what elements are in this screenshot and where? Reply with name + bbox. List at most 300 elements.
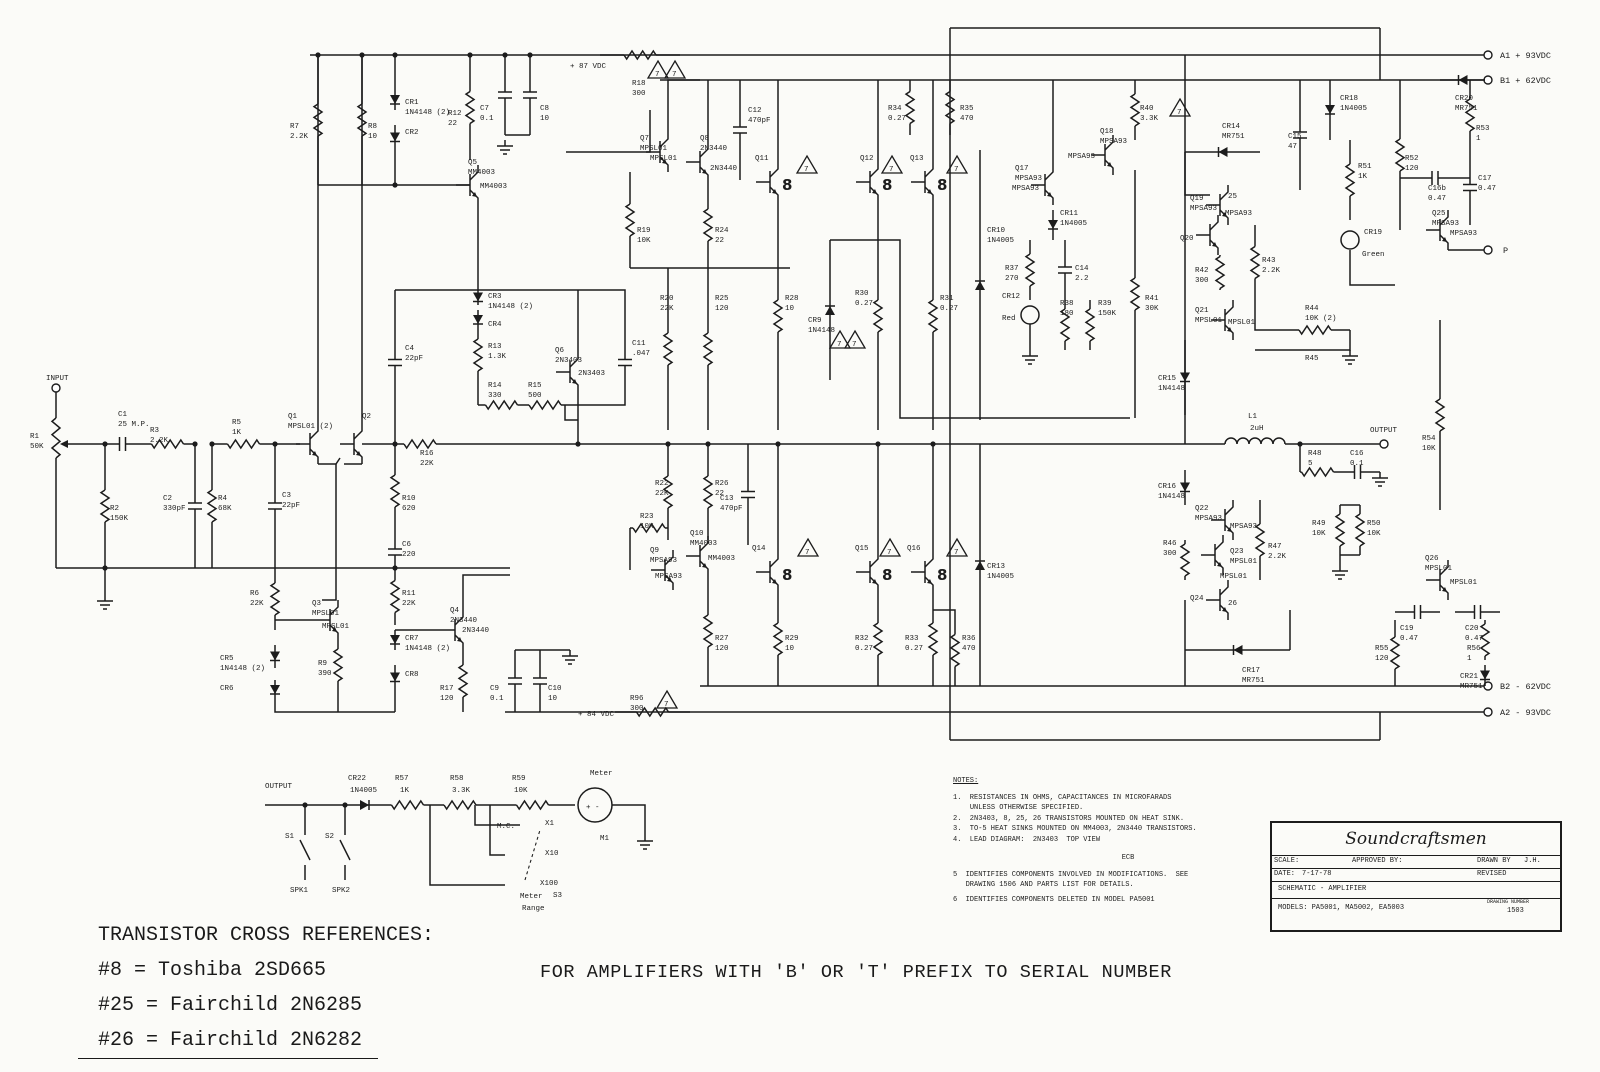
scale-label: SCALE: [1274,857,1300,865]
value-r32: 0.27 [855,645,874,653]
value-q22-part: MPSA93 [1230,523,1258,531]
ref-r33: R33 [905,635,919,643]
diode-cr16 [1180,483,1190,492]
value-cr19: Green [1362,251,1385,259]
diode-cr18 [1325,105,1335,114]
inductor-l1 [1225,438,1285,444]
value-r24: 22 [715,237,725,245]
value-q7-part: MPSL01 [650,155,678,163]
value-q19: MPSA93 [1190,205,1218,213]
value-q23-part: MPSL01 [1220,573,1248,581]
ref-q25: Q25 [1432,210,1446,218]
wire [870,577,878,592]
ref-c14: C14 [1075,265,1089,273]
value-q4: 2N3440 [450,617,478,625]
value-c16b: 0.47 [1428,195,1447,203]
resistor-r43 [1251,247,1259,279]
ref-r3: R3 [150,427,160,435]
value-r33: 0.27 [905,645,924,653]
ref-q13: Q13 [910,155,924,163]
resistor-r15 [529,401,561,409]
date-label: DATE: [1274,870,1296,878]
value-c16: 0.1 [1350,460,1364,468]
value-r41: 30K [1145,305,1159,313]
resistor-r29 [774,623,782,655]
value-r55: 120 [1375,655,1389,663]
value-r22: 22K [655,490,669,498]
rail-label-b2: B2 - 62VDC [1500,682,1552,692]
ref-c11: C11 [632,340,646,348]
wire [470,190,478,205]
ref-r48: R48 [1308,450,1322,458]
value-r96: 300 [630,705,644,713]
value-c8: 10 [540,115,550,123]
ref-r43: R43 [1262,257,1276,265]
value-q26: MPSL01 [1425,565,1453,573]
ref-q9: Q9 [650,547,660,555]
ref-r14: R14 [488,382,502,390]
value-q17: MPSA93 [1015,175,1043,183]
ref-r42: R42 [1195,267,1209,275]
value-r35: 470 [960,115,974,123]
terminal-input [52,384,60,392]
revision-number: 7 [887,549,892,557]
drawn-label: DRAWN BY [1477,857,1511,865]
potentiometer-r1 [52,418,60,458]
transistor-8-marker: 8 [937,176,948,194]
wire [870,552,878,567]
meter-range-label: Meter [520,893,543,901]
ref-r8: R8 [368,123,378,131]
range-x10: X10 [545,850,559,858]
value-q7: MPSL01 [640,145,668,153]
ref-r47: R47 [1268,543,1282,551]
ref-q15: Q15 [855,545,869,553]
value-c6: 220 [402,551,416,559]
junction-dot [392,182,397,187]
switch-s1 [300,840,310,860]
value-r27: 120 [715,645,729,653]
value-q23: MPSL01 [1230,558,1258,566]
wire [275,700,395,712]
ref-cr20: CR20 [1455,95,1474,103]
wire [565,380,625,405]
resistor-r48 [1302,468,1334,476]
ref-q12: Q12 [860,155,874,163]
value-q9-part: MPSA93 [655,573,683,581]
resistor-r44 [1299,326,1331,334]
ref-r57: R57 [395,775,409,783]
resistor-r18 [624,51,656,59]
value-r13: 1.3K [488,353,507,361]
resistor-r31 [929,300,937,332]
resistor-r46 [1181,544,1189,576]
value-q18-part: MPSA93 [1068,153,1096,161]
value-q10-part: MM4003 [708,555,736,563]
ref-q7: Q7 [640,135,650,143]
value-q6: 2N3403 [555,357,583,365]
diode-cr10 [975,281,985,290]
ref-r17: R17 [440,685,454,693]
output-label: OUTPUT [1370,427,1398,435]
wire [322,464,336,600]
ref-q18: Q18 [1100,128,1114,136]
ref-r9: R9 [318,660,328,668]
value-r49: 10K [1312,530,1326,538]
value-r53: 1 [1476,135,1481,143]
wire [925,162,933,177]
wire [1255,300,1280,330]
resistor-r55 [1391,637,1399,669]
resistor-r17 [459,665,467,697]
ref-r28: R28 [785,295,799,303]
resistor-r37 [1026,254,1034,286]
value-r37: 270 [1005,275,1019,283]
transistor-8-marker: 8 [782,566,793,584]
resistor-r8 [358,104,366,136]
switch-label-s2: S2 [325,833,335,841]
value-c7: 0.1 [480,115,494,123]
ref-r1: R1 [30,433,40,441]
ref-r7: R7 [290,123,300,131]
resistor-r9 [334,649,342,681]
ref-c13: C13 [720,495,734,503]
value-r31: 0.27 [940,305,959,313]
value-cr20: MR751 [1455,105,1478,113]
rail-label-b1: B1 + 62VDC [1500,76,1552,86]
terminal-a2 [1484,708,1492,716]
notes-block [953,776,1243,905]
meter-mc-label: M.C. [497,823,516,831]
title-block [1270,821,1562,932]
ref-r6: R6 [250,590,260,598]
value-q8-part: 2N3440 [710,165,738,173]
value-cr17: MR751 [1242,677,1265,685]
ref-r52: R52 [1405,155,1419,163]
resistor-r25 [704,333,712,365]
drawn-value: J.H. [1524,857,1541,865]
wire [475,805,520,825]
value-q19-part: MPSA93 [1225,210,1253,218]
resistor-r26 [704,476,712,508]
value-r30: 0.27 [855,300,874,308]
resistor-r50 [1356,514,1364,546]
range-switch-s3 [525,830,540,880]
ref-q16: Q16 [907,545,921,553]
ref-cr17: CR17 [1242,667,1261,675]
resistor-r2 [101,490,109,522]
resistor- [444,801,476,809]
ref-cr4: CR4 [488,321,502,329]
value-l1: 2uH [1250,425,1264,433]
note-item: 2. 2N3403, 8, 25, 26 TRANSISTORS MOUNTED ON HEAT SINK. [953,814,1185,823]
ref-q6: Q6 [555,347,565,355]
resistor-r11 [391,581,399,613]
title-row-models [1272,899,1560,919]
value-cr1: 1N4148 (2) [405,109,451,117]
ref-r50: R50 [1367,520,1381,528]
ref-q5: Q5 [468,159,478,167]
switch-label-s3: S3 [553,892,563,900]
ref-cr2: CR2 [405,129,419,137]
value-r7: 2.2K [290,133,309,141]
resistor-r51 [1346,164,1354,196]
ref-r38: R38 [1060,300,1074,308]
value-r25: 120 [715,305,729,313]
ref-r16: R16 [420,450,434,458]
value-r34: 0.27 [888,115,907,123]
drawing-number-label: DRAWING NUMBER [1487,899,1530,905]
resistor-r35 [946,92,954,124]
ref-c12: C12 [748,107,762,115]
note-item: 3. TO-5 HEAT SINKS MOUNTED ON MM4003, 2N3440 TRANSISTORS. [953,825,1197,833]
meter-range-label: Range [522,905,545,913]
wire [455,635,463,650]
resistor-r6 [271,583,279,615]
ref-r44: R44 [1305,305,1319,313]
value-cr14: MR751 [1222,133,1245,141]
value-q25-part: MPSA93 [1450,230,1478,238]
ref-r22: R22 [655,480,669,488]
ref-r58: R58 [450,775,464,783]
value-q22: MPSA93 [1195,515,1223,523]
resistor- [392,801,424,809]
value-c9: 0.1 [490,695,504,703]
resistor-r42 [1216,257,1224,289]
value-c11: .047 [632,350,651,358]
value-r56: 1 [1467,655,1472,663]
value-q21-part: MPSL01 [1228,319,1256,327]
drawing-title: SCHEMATIC - AMPLIFIER [1278,885,1367,893]
input-label: INPUT [46,375,69,383]
value-q1: MPSL01 (2) [288,423,334,431]
value-q8: 2N3440 [700,145,728,153]
ref-r35: R35 [960,105,974,113]
ref-cr19: CR19 [1364,229,1383,237]
ref-r53: R53 [1476,125,1490,133]
value-r11: 22K [402,600,416,608]
wire [1220,580,1228,595]
value-r14: 330 [488,392,502,400]
ref-r4: R4 [218,495,228,503]
resistor-r30 [874,300,882,332]
wire [354,449,362,464]
ref-r39: R39 [1098,300,1112,308]
value-r50: 10K [1367,530,1381,538]
wire [925,577,933,592]
wire [1225,300,1233,315]
diode-cr17 [1234,645,1243,655]
ref-q8: Q8 [700,135,710,143]
ref-r96: R96 [630,695,644,703]
revision-number: 7 [852,341,857,349]
ref-r49: R49 [1312,520,1326,528]
title-row-date [1272,869,1560,882]
wire [1210,215,1218,230]
value-cr13: 1N4005 [987,573,1015,581]
ref-c17: C17 [1478,175,1492,183]
wire [925,187,933,202]
cross-ref-line: #25 = Fairchild 2N6285 [98,994,363,1017]
wire [933,610,955,615]
value-q26-part: MPSL01 [1450,579,1478,587]
note-item: 4. LEAD DIAGRAM: 2N3403 TOP VIEW [953,835,1101,844]
junction-dot [467,52,472,57]
range-x100: X100 [540,880,559,888]
ref-r37: R37 [1005,265,1019,273]
revision-number: 7 [954,549,959,557]
ref-q21: Q21 [1195,307,1209,315]
cross-ref-line: #8 = Toshiba 2SD665 [98,959,327,982]
terminal-a1 [1484,51,1492,59]
transistor-8-marker: 8 [882,176,893,194]
value-r38: 180 [1060,310,1074,318]
value-r42: 300 [1195,277,1209,285]
note-item: 1. RESISTANCES IN OHMS, CAPACITANCES IN MICROFARADS UNLESS OTHERWISE SPECIFIED. [953,793,1172,812]
diode-cr5 [270,652,280,661]
value-cr21: MR751 [1460,683,1483,691]
value-q9: MPSA93 [650,557,678,565]
ref-q1: Q1 [288,413,298,421]
ref-q20: Q20 [1180,235,1194,243]
wire [1220,605,1228,620]
ref-cr13: CR13 [987,563,1006,571]
ref-r29: R29 [785,635,799,643]
value-r39: 150K [1098,310,1117,318]
ref-r41: R41 [1145,295,1159,303]
wire [565,405,578,420]
value-c14: 2.2 [1075,275,1089,283]
value-r44: 10K (2) [1305,315,1337,323]
ref-r25: R25 [715,295,729,303]
ref-cr21: CR21 [1460,673,1479,681]
wire [566,110,650,152]
ref-c6: C6 [402,541,412,549]
value-c2: 330pF [163,505,186,513]
value-cr16: 1N4148 [1158,493,1186,501]
drawing-number: 1503 [1507,907,1524,915]
ref-r54: R54 [1422,435,1436,443]
value-r15: 500 [528,392,542,400]
ref-cr9: CR9 [808,317,822,325]
switch-s2 [340,840,350,860]
wiper-arrow [60,440,68,448]
value-r12: 22 [448,120,458,128]
diode-cr21 [1480,671,1490,680]
resistor-r20 [664,333,672,365]
value-r47: 2.2K [1268,553,1287,561]
ref-q14: Q14 [752,545,766,553]
supply-label-neg84: + 84 VDC [578,711,615,719]
junction-dot [575,441,580,446]
meter-polarity: + - [586,804,600,812]
diode-d [360,800,369,810]
ref-c15: C15 [1288,133,1302,141]
ref-cr16: CR16 [1158,483,1177,491]
wire [1105,160,1113,175]
ref-r5: R5 [232,419,242,427]
speaker-label-spk1: SPK1 [290,887,309,895]
diode-cr8 [390,673,400,682]
rail-label-a1: A1 + 93VDC [1500,51,1552,61]
resistor-r39 [1086,309,1094,341]
resistor-r53 [1466,99,1474,131]
ref-q23: Q23 [1230,548,1244,556]
terminal-output [1380,440,1388,448]
transistor-8-marker: 8 [882,566,893,584]
revision-number: 7 [655,71,660,79]
value-r58: 3.3K [452,787,471,795]
value-c17: 0.47 [1478,185,1497,193]
resistor-r7 [314,104,322,136]
revision-number: 7 [837,341,842,349]
diode-cr15 [1180,373,1190,382]
wire [354,424,362,439]
wire [463,575,510,610]
diode-cr4 [473,315,483,324]
ref-c4: C4 [405,345,415,353]
value-c3: 22pF [282,502,301,510]
wire [612,805,645,835]
resistor-r4 [208,490,216,522]
ref-r46: R46 [1163,540,1177,548]
wire [430,805,505,885]
meter-label: Meter [590,770,613,778]
value-r40: 3.3K [1140,115,1159,123]
ref-cr6: CR6 [220,685,234,693]
wire [1225,500,1233,515]
ref-cr11: CR11 [1060,210,1079,218]
notes-heading: NOTES: [953,777,979,785]
value-r28: 10 [785,305,795,313]
led-cr12 [1021,306,1039,324]
resistor-r41 [1131,278,1139,310]
resistor-r34 [906,92,914,124]
value-r23: 10K [640,523,654,531]
value-cr12: Red [1002,315,1016,323]
diode-cr11 [1048,220,1058,229]
diode-cr1 [390,95,400,104]
wire [770,187,778,202]
ref-r45: R45 [1305,355,1319,363]
wire [1045,165,1053,180]
wire [700,561,708,576]
transistor-8-marker: 8 [782,176,793,194]
resistor-r36 [951,635,959,667]
wire [770,162,778,177]
ref-r30: R30 [855,290,869,298]
ref-c2: C2 [163,495,173,503]
ref-cr18: CR18 [1340,95,1359,103]
resistor-r13 [474,339,482,371]
cross-ref-heading: TRANSISTOR CROSS REFERENCES: [98,924,435,947]
ref-cr12: CR12 [1002,293,1021,301]
resistor-r54 [1436,399,1444,431]
ref-r40: R40 [1140,105,1154,113]
value-r4: 68K [218,505,232,513]
approved-label: APPROVED BY: [1352,857,1403,865]
diode-cr13 [975,561,985,570]
ref-r59: R59 [512,775,526,783]
speaker-label-spk2: SPK2 [332,887,351,895]
meter-ref-m1: M1 [600,835,610,843]
value-r10: 620 [402,505,416,513]
value-q25: MPSA93 [1432,220,1460,228]
ref-l1: L1 [1248,413,1258,421]
ref-c16b: C16b [1428,185,1447,193]
switch-label-s1: S1 [285,833,295,841]
meter-output-label: OUTPUT [265,783,293,791]
